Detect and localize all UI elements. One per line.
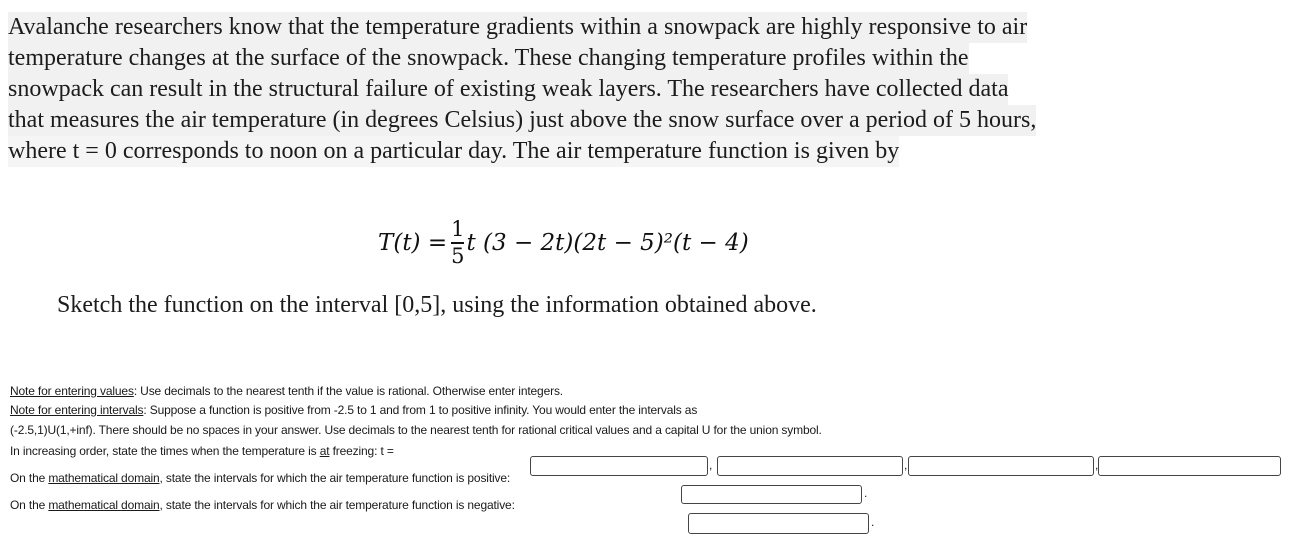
freezing-time-input-2[interactable] bbox=[717, 456, 903, 476]
negative-period: . bbox=[871, 515, 875, 529]
freezing-question bbox=[10, 444, 394, 458]
sketch-instruction: Sketch the function on the interval [0,5], using the information obtained above. bbox=[57, 292, 817, 318]
values-note-label: Note for entering values bbox=[10, 384, 134, 398]
freezing-separator-2: , bbox=[904, 458, 908, 472]
problem-line-1: Avalanche researchers know that the temperature gradients within a snowpack are highly responsive to air bbox=[8, 12, 1027, 43]
negative-question bbox=[10, 498, 515, 512]
domain-link-positive[interactable]: mathematical domain bbox=[48, 471, 160, 485]
intervals-note bbox=[10, 403, 697, 417]
problem-line-3: snowpack can result in the structural failure of existing weak layers. The researchers have collected data bbox=[8, 74, 1008, 105]
formula-fraction bbox=[451, 219, 464, 267]
domain-link-negative[interactable]: mathematical domain bbox=[48, 498, 160, 512]
freezing-time-input-4[interactable] bbox=[1098, 456, 1281, 476]
freezing-at: at bbox=[319, 444, 330, 458]
freezing-separator-1: , bbox=[709, 458, 713, 472]
problem-statement bbox=[8, 12, 1248, 167]
freezing-time-input-1[interactable] bbox=[530, 456, 708, 476]
negative-suffix: , state the intervals for which the air temperature function is negative: bbox=[159, 498, 515, 512]
negative-prefix: On the bbox=[10, 498, 49, 512]
intervals-note-label: Note for entering intervals bbox=[10, 403, 144, 417]
negative-intervals-input[interactable] bbox=[688, 513, 869, 534]
problem-line-4: that measures the air temperature (in degrees Celsius) just above the snow surface over a period of 5 hours, bbox=[8, 105, 1036, 136]
intervals-note-cont: (-2.5,1)U(1,+inf). There should be no spaces in your answer. Use decimals to the nearest tenth for rational critical values and a capital U for the union symbol. bbox=[10, 423, 822, 437]
values-note-text: : Use decimals to the nearest tenth if the value is rational. Otherwise enter integers. bbox=[133, 384, 563, 398]
problem-line-5: where t = 0 corresponds to noon on a particular day. The air temperature function is given by bbox=[8, 136, 899, 167]
temperature-formula bbox=[378, 208, 749, 278]
freezing-suffix: freezing: t = bbox=[329, 444, 394, 458]
formula-lhs: T(t) = bbox=[378, 230, 448, 256]
fraction-denominator: 5 bbox=[451, 243, 465, 268]
values-note bbox=[10, 384, 563, 398]
positive-intervals-input[interactable] bbox=[681, 485, 862, 504]
freezing-separator-3: , bbox=[1095, 458, 1099, 472]
formula-rhs: t (3 − 2t)(2t − 5)²(t − 4) bbox=[466, 230, 749, 256]
positive-period: . bbox=[864, 486, 868, 500]
intervals-note-text: : Suppose a function is positive from -2.5 to 1 and from 1 to positive infinity. You would enter the intervals as bbox=[143, 403, 698, 417]
problem-line-2: temperature changes at the surface of the snowpack. These changing temperature profiles within the bbox=[8, 43, 969, 74]
positive-question bbox=[10, 471, 510, 485]
freezing-prefix: In increasing order, state the times when the temperature is bbox=[10, 444, 320, 458]
fraction-numerator: 1 bbox=[451, 217, 465, 242]
freezing-time-input-3[interactable] bbox=[908, 456, 1094, 476]
positive-prefix: On the bbox=[10, 471, 49, 485]
positive-suffix: , state the intervals for which the air temperature function is positive: bbox=[159, 471, 511, 485]
